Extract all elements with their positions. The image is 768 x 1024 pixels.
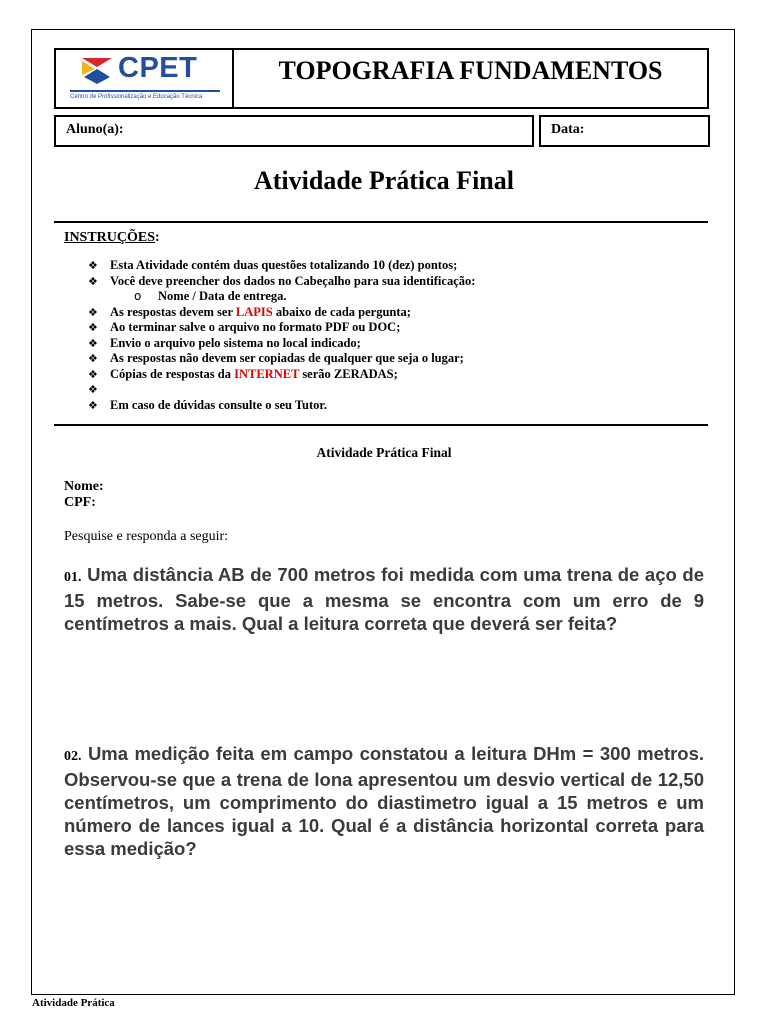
date-label: Data: [551,122,585,137]
question-text: Uma medição feita em campo constatou a leitura DHm = 300 metros. Observou-se que a trena de lona apresentou um desvio vertical de 12,50 centímetros, um comprimento do diastimetro igual a 15 metros e um número de lances igual a 10. Qual é a distância horizontal correta para essa medição? [64,743,705,859]
page-footer: Atividade Prática [32,997,115,1009]
instruction-text: Ao terminar salve o arquivo no formato PDF ou DOC; [110,320,401,334]
diamond-bullet-icon: ❖ [88,367,98,381]
logo-rule [70,90,220,92]
diamond-bullet-icon: ❖ [88,321,98,334]
divider-bottom [54,424,708,426]
list-item [88,336,475,352]
diamond-bullet-icon: ❖ [88,259,98,272]
logo-subtitle: Centro de Profissionalização e Educação Técnica [70,94,203,100]
question-text: Uma distância AB de 700 metros foi medida com uma trena de aço de 15 metros. Sabe-se que a mesma se encontra com um erro de 9 centímetros a mais. Qual a leitura correta que deverá ser feita? [64,564,704,634]
diamond-bullet-icon: ❖ [88,398,98,412]
document-title: TOPOGRAFIA FUNDAMENTOS [278,56,663,85]
date-field[interactable] [539,115,710,147]
list-item [88,305,475,321]
instructions-title-text: INSTRUÇÕES [64,230,156,245]
instruction-text: Nome / Data de entrega. [158,289,287,303]
instruction-text [110,305,411,321]
logo-text: CPET [118,52,198,84]
circle-bullet-icon: o [134,289,142,303]
question-number: 02. [64,749,82,764]
cpet-logo-icon [82,58,112,84]
diamond-bullet-icon: ❖ [88,274,98,288]
list-item [88,274,475,290]
list-item [88,351,475,367]
diamond-bullet-icon: ❖ [88,305,98,319]
instruction-text: Você deve preencher dos dados no Cabeçalho para sua identificação: [110,273,476,288]
highlight-lapis: LAPIS [235,304,273,319]
highlight-internet: INTERNET [234,366,300,381]
instructions-title [64,230,160,246]
header-table [54,48,709,109]
cpf-label: CPF: [64,495,96,510]
instruction-text: Em caso de dúvidas consulte o seu Tutor. [110,397,327,412]
instruction-text: As respostas não devem ser copiadas de qualquer que seja o lugar; [110,351,464,365]
instruction-text-part: serão ZERADAS; [299,366,398,381]
question-1 [64,563,704,635]
question-number: 01. [64,570,82,585]
section-title: Atividade Prática Final [316,445,452,460]
instruction-text: Envio o arquivo pelo sistema no local indicado; [110,335,361,350]
diamond-bullet-icon: ❖ [88,383,98,396]
list-item [88,382,475,398]
list-item [88,398,475,414]
list-item [88,367,475,383]
instruction-text [110,367,398,383]
student-label: Aluno(a): [66,122,124,137]
divider-top [54,221,708,223]
list-item [88,289,475,305]
instruction-text-part: abaixo de cada pergunta; [272,304,411,319]
list-item [88,258,475,274]
logo-cell [56,50,234,107]
instructions-title-colon: : [155,230,160,245]
prompt-text: Pesquise e responda a seguir: [64,529,229,544]
question-2 [64,742,704,860]
diamond-bullet-icon: ❖ [88,352,98,365]
name-label: Nome: [64,479,104,494]
instruction-text: Esta Atividade contém duas questões totalizando 10 (dez) pontos; [110,258,458,272]
list-item [88,320,475,336]
diamond-bullet-icon: ❖ [88,336,98,350]
instruction-text-part: As respostas devem ser [110,304,236,319]
main-heading: Atividade Prática Final [254,166,514,195]
student-field[interactable] [54,115,534,147]
instruction-text-part: Cópias de respostas da [110,366,235,381]
instructions-list [88,258,475,413]
